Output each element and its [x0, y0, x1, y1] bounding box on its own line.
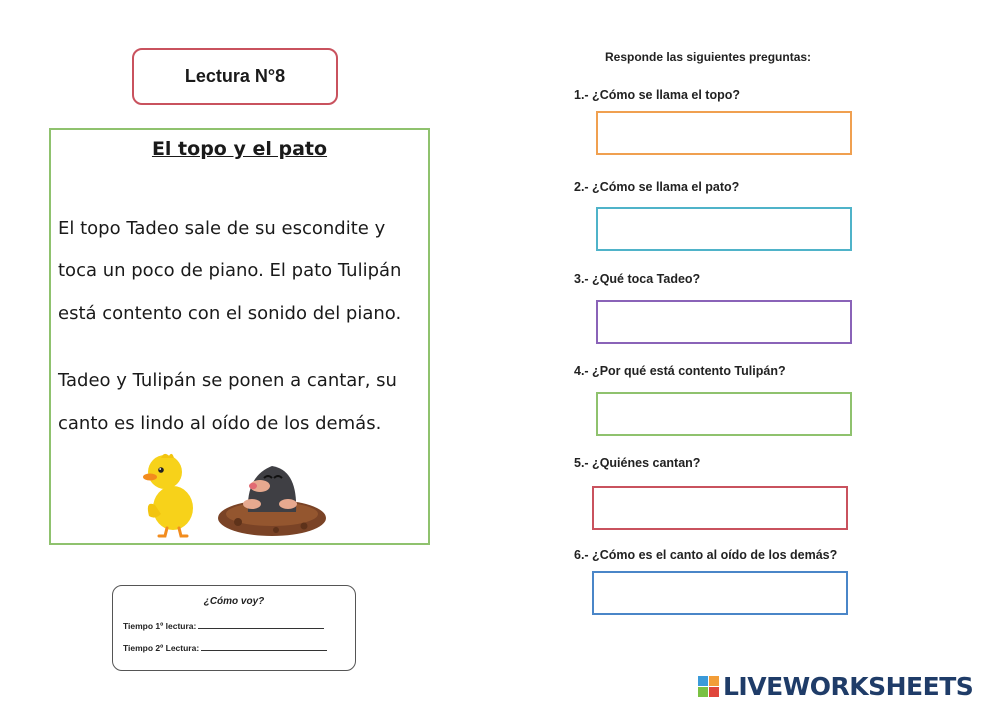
logo-tile — [709, 676, 719, 686]
logo-text: LIVEWORKSHEETS — [723, 672, 974, 701]
time-input-2[interactable] — [201, 642, 327, 651]
answer-box-4[interactable] — [596, 392, 852, 436]
question-2: 2.- ¿Cómo se llama el pato? — [574, 180, 740, 194]
answer-box-5[interactable] — [592, 486, 848, 530]
time-row-1 — [123, 620, 324, 631]
reading-line: está contento con el sonido del piano. — [58, 303, 402, 324]
liveworksheets-logo — [698, 672, 973, 701]
logo-tile — [698, 687, 708, 697]
question-1: 1.- ¿Cómo se llama el topo? — [574, 88, 740, 102]
time-label-1: Tiempo 1º lectura: — [123, 621, 197, 631]
answer-box-3[interactable] — [596, 300, 852, 344]
reading-line: Tadeo y Tulipán se ponen a cantar, su — [58, 370, 397, 391]
logo-tile — [709, 687, 719, 697]
question-5: 5.- ¿Quiénes cantan? — [574, 456, 701, 470]
progress-card — [112, 585, 356, 671]
question-3: 3.- ¿Qué toca Tadeo? — [574, 272, 701, 286]
answer-box-1[interactable] — [596, 111, 852, 155]
time-input-1[interactable] — [198, 620, 324, 629]
answer-box-6[interactable] — [592, 571, 848, 615]
progress-title: ¿Cómo voy? — [203, 596, 265, 607]
question-4: 4.- ¿Por qué está contento Tulipán? — [574, 364, 786, 378]
logo-grid-icon — [698, 676, 719, 697]
answer-box-2[interactable] — [596, 207, 852, 251]
reading-line: El topo Tadeo sale de su escondite y — [58, 218, 386, 239]
reading-line: toca un poco de piano. El pato Tulipán — [58, 260, 402, 281]
time-row-2 — [123, 642, 327, 653]
duck-illustration — [139, 450, 201, 538]
reading-title: El topo y el pato — [151, 138, 328, 160]
instructions: Responde las siguientes preguntas: — [605, 50, 812, 64]
mole-illustration — [216, 456, 328, 538]
reading-panel — [49, 128, 430, 545]
time-label-2: Tiempo 2º Lectura: — [123, 643, 200, 653]
lesson-title-box — [132, 48, 338, 105]
lesson-title: Lectura N°8 — [184, 66, 286, 86]
logo-tile — [698, 676, 708, 686]
question-6: 6.- ¿Cómo es el canto al oído de los demás? — [574, 548, 838, 562]
reading-line: canto es lindo al oído de los demás. — [58, 413, 382, 434]
